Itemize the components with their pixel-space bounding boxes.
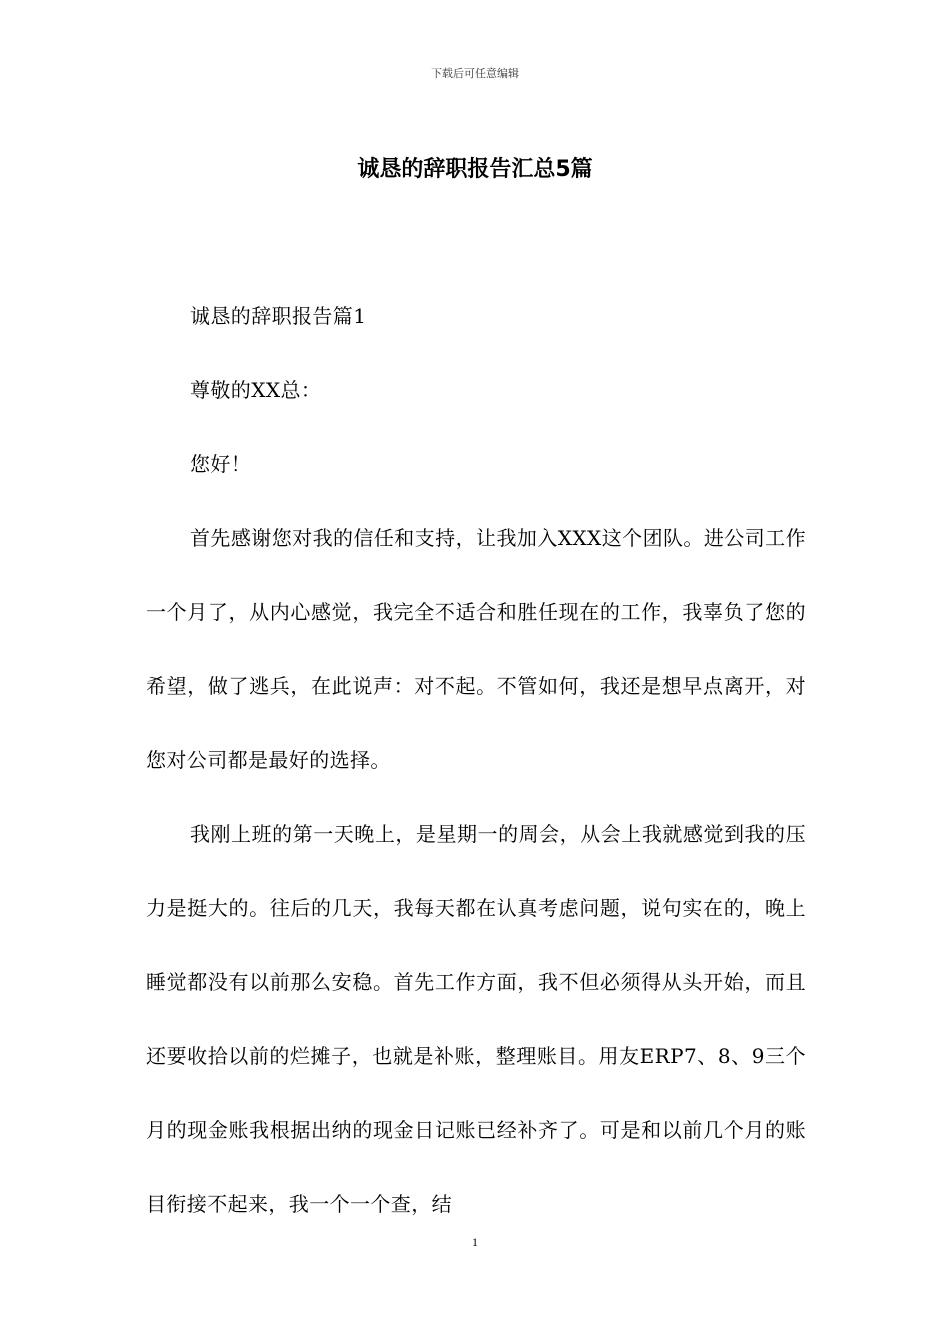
document-title: 诚恳的辞职报告汇总5篇 [357, 157, 593, 182]
body-paragraph: 我刚上班的第一天晚上，是星期一的周会，从会上我就感觉到我的压力是挺大的。往后的几天，我每天都在认真考虑问题，说句实在的，晚上睡觉都没有以前那么安稳。首先工作方面，我不但必须得从头开始，而且还要收拾以前的烂摊子，也就是补账，整理账目。用友ERP7、8、9三个月的现金账我根据出纳的现金日记账已经补齐了。可是和以前几个月的账目衔接不起来，我一个一个查，结 [146, 822, 806, 1216]
document-body [146, 279, 806, 1241]
page-number: 1 [472, 1235, 478, 1249]
greeting: 您好！ [190, 452, 252, 476]
salutation: 尊敬的XX总： [190, 378, 322, 402]
header-note: 下载后可任意编辑 [431, 67, 519, 80]
section-heading: 诚恳的辞职报告篇1 [190, 304, 367, 328]
body-paragraph: 首先感谢您对我的信任和支持，让我加入XXX这个团队。进公司工作一个月了，从内心感觉，我完全不适合和胜任现在的工作，我辜负了您的希望，做了逃兵，在此说声：对不起。不管如何，我还是想早点离开，对您对公司都是最好的选择。 [146, 526, 806, 772]
